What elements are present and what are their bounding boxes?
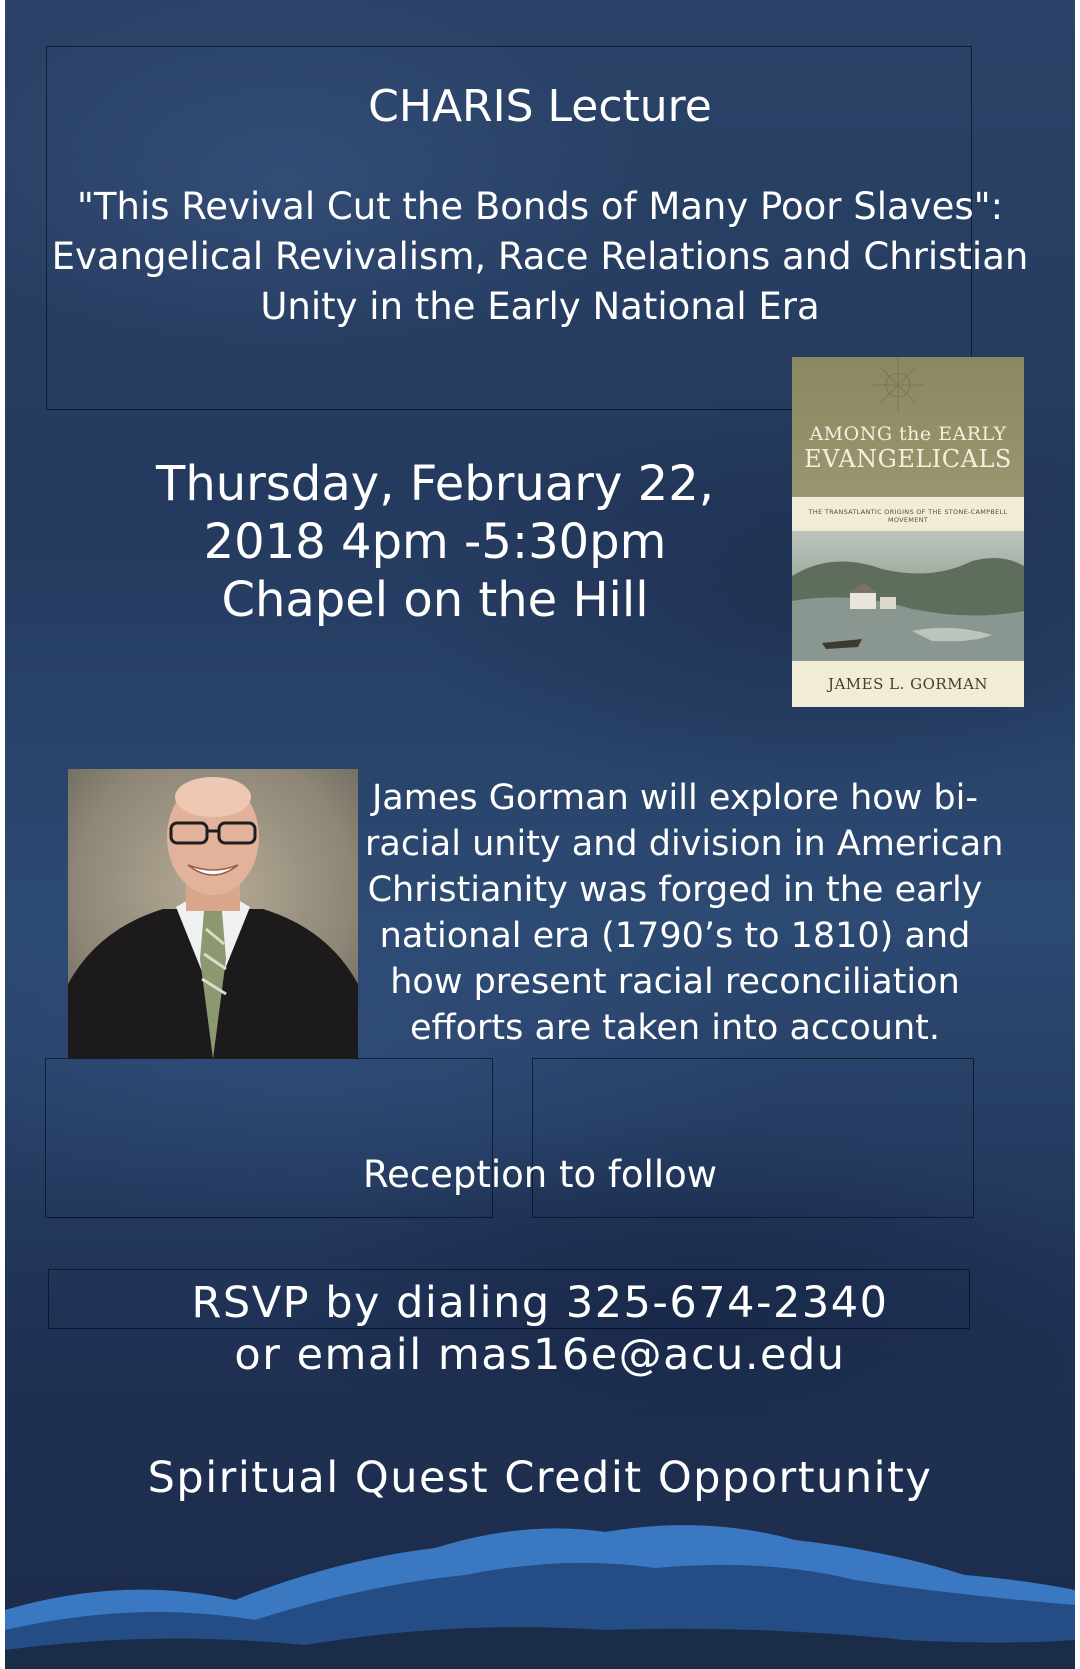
description-line: how present racial reconciliation — [390, 962, 960, 1002]
description-line: efforts are taken into account. — [409, 1008, 941, 1048]
speaker-photo — [68, 769, 358, 1059]
event-location: Chapel on the Hill — [221, 572, 649, 628]
book-author: JAMES L. GORMAN — [827, 675, 989, 693]
reception-note: Reception to follow — [362, 1153, 718, 1196]
mountain-silhouette-decoration — [5, 1480, 1075, 1669]
rsvp-info — [5, 1277, 1075, 1381]
talk-description — [365, 775, 1004, 1051]
lecture-title-line: Unity in the Early National Era — [260, 285, 820, 328]
lecture-label: CHARIS Lecture — [368, 81, 712, 132]
event-date: Thursday, February 22, — [156, 456, 714, 512]
lecture-title-line: "This Revival Cut the Bonds of Many Poor Slaves": — [76, 185, 1004, 228]
coastal-scene-icon — [792, 531, 1024, 661]
book-cover-image — [792, 357, 1024, 707]
description-line: Christianity was forged in the early — [367, 870, 983, 910]
rsvp-phone: RSVP by dialing 325-674-2340 — [191, 1278, 889, 1328]
description-line: racial unity and division in American — [365, 824, 1004, 864]
event-details — [130, 455, 740, 629]
compass-rose-icon — [792, 357, 1024, 427]
description-line: James Gorman will explore how bi- — [371, 778, 979, 818]
spiritual-quest-credit: Spiritual Quest Credit Opportunity — [147, 1453, 933, 1503]
rsvp-email: or email mas16e@acu.edu — [234, 1330, 846, 1380]
description-line: national era (1790’s to 1810) and — [379, 916, 971, 956]
event-time: 2018 4pm -5:30pm — [203, 514, 667, 570]
book-title-line2: EVANGELICALS — [804, 445, 1012, 473]
speaker-portrait-icon — [68, 769, 358, 1059]
book-title-line1: AMONG the EARLY — [809, 423, 1007, 445]
book-landscape-illustration — [792, 531, 1024, 661]
event-poster — [5, 0, 1075, 1669]
book-subtitle: THE TRANSATLANTIC ORIGINS OF THE STONE-CAMPBELL MOVEMENT — [808, 508, 1008, 524]
lecture-title-line: Evangelical Revivalism, Race Relations and Christian — [51, 235, 1029, 278]
lecture-title — [5, 182, 1075, 332]
